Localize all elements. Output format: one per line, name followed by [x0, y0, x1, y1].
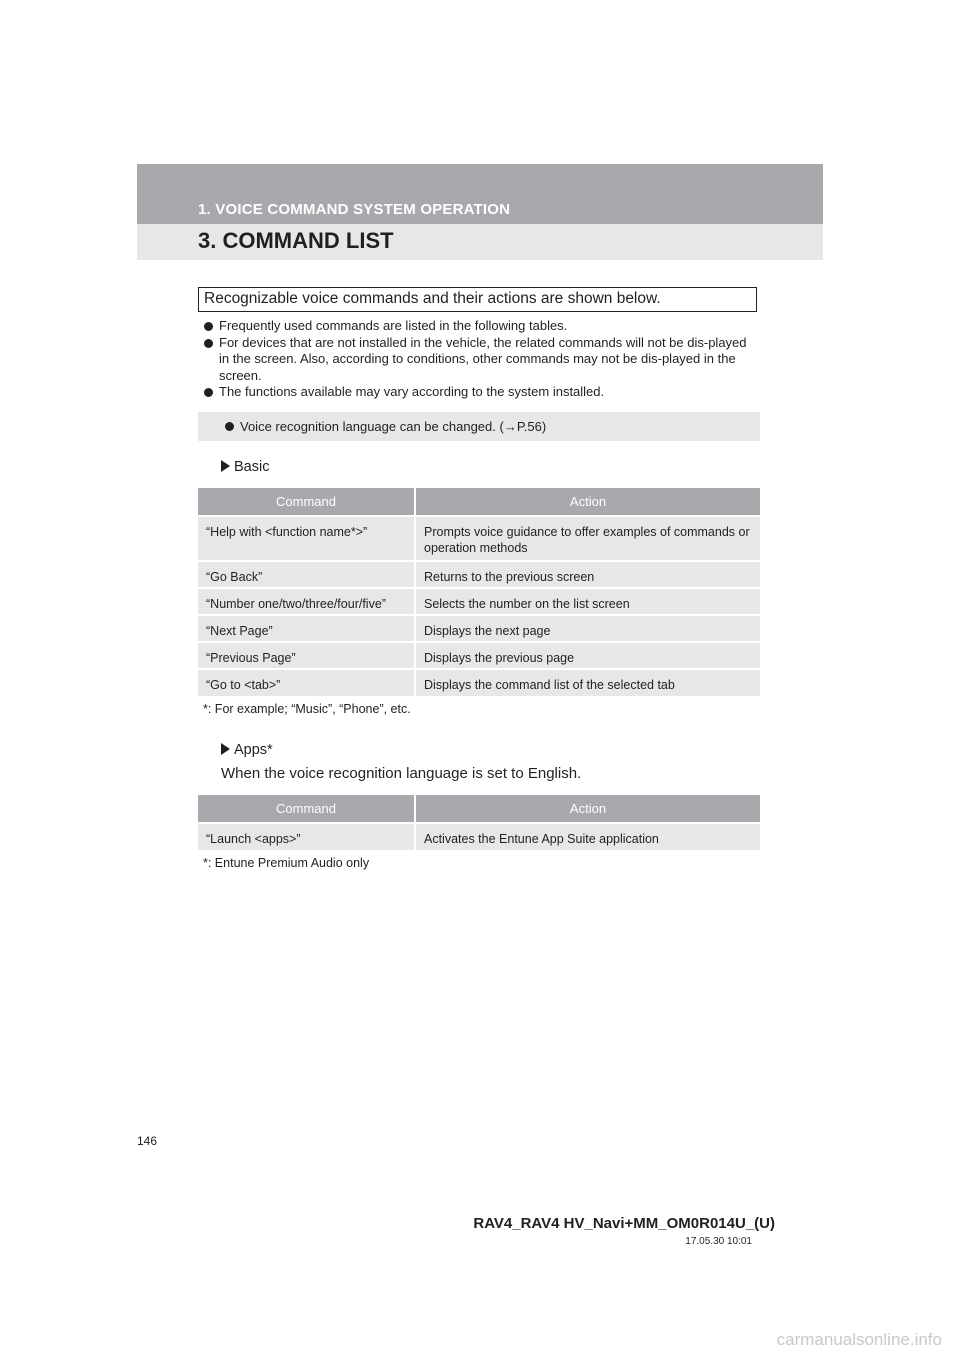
action-cell: Prompts voice guidance to offer examples of commands or operation methods	[415, 516, 760, 561]
column-header-action: Action	[415, 795, 760, 823]
table-row	[198, 669, 760, 696]
triangle-right-icon	[221, 460, 230, 472]
bullet-text: Frequently used commands are listed in the following tables.	[219, 318, 568, 333]
table-row	[198, 516, 760, 561]
action-cell: Displays the next page	[415, 615, 760, 642]
table-row	[198, 615, 760, 642]
bullet-text: The functions available may vary according to the system installed.	[219, 384, 605, 399]
note-text: Voice recognition language can be changed. (→P.56)	[240, 419, 547, 434]
column-header-command: Command	[198, 795, 415, 823]
document-code: RAV4_RAV4 HV_Navi+MM_OM0R014U_(U)	[473, 1215, 775, 1232]
basic-command-table	[198, 488, 760, 696]
table-row	[198, 561, 760, 588]
footnote: *: For example; “Music”, “Phone”, etc.	[203, 702, 411, 716]
bullet-dot-icon	[225, 422, 234, 431]
table-row	[198, 642, 760, 669]
basic-heading: Basic	[221, 459, 269, 475]
watermark: carmanualsonline.info	[776, 1330, 942, 1349]
bullet-dot-icon	[204, 322, 213, 331]
action-cell: Returns to the previous screen	[415, 561, 760, 588]
section-label: 1. VOICE COMMAND SYSTEM OPERATION	[198, 201, 511, 218]
bullet-item	[204, 318, 760, 335]
bullet-dot-icon	[204, 388, 213, 397]
apps-command-table	[198, 795, 760, 850]
page-title: 3. COMMAND LIST	[198, 228, 394, 253]
action-cell: Displays the previous page	[415, 642, 760, 669]
command-cell: “Previous Page”	[198, 642, 415, 669]
action-cell: Selects the number on the list screen	[415, 588, 760, 615]
bullet-dot-icon	[204, 339, 213, 348]
document-timestamp: 17.05.30 10:01	[685, 1236, 752, 1247]
command-cell: “Number one/two/three/four/five”	[198, 588, 415, 615]
command-cell: “Go Back”	[198, 561, 415, 588]
command-cell: “Next Page”	[198, 615, 415, 642]
command-cell: “Help with <function name*>”	[198, 516, 415, 561]
arrow-right-icon: →	[503, 419, 517, 434]
intro-text: Recognizable voice commands and their actions are shown below.	[204, 290, 661, 307]
column-header-command: Command	[198, 488, 415, 516]
intro-box	[198, 287, 757, 312]
bullet-item	[204, 335, 760, 385]
column-header-action: Action	[415, 488, 760, 516]
bullet-item	[204, 384, 760, 401]
page-number: 146	[137, 1134, 158, 1148]
bullet-list	[204, 318, 760, 401]
note-box	[198, 412, 760, 441]
command-cell: “Launch <apps>”	[198, 823, 415, 850]
table-row	[198, 823, 760, 850]
triangle-right-icon	[221, 743, 230, 755]
page-reference-link[interactable]: P.56)	[516, 419, 547, 434]
apps-subtext: When the voice recognition language is set to English.	[221, 765, 582, 782]
footnote: *: Entune Premium Audio only	[203, 856, 370, 870]
apps-heading: Apps*	[221, 742, 273, 758]
bullet-text: For devices that are not installed in the vehicle, the related commands will not be dis-played in the screen. Also, according to conditions, other commands may not be dis-played in the screen.	[219, 334, 747, 383]
action-cell: Activates the Entune App Suite application	[415, 823, 760, 850]
action-cell: Displays the command list of the selected tab	[415, 669, 760, 696]
table-row	[198, 588, 760, 615]
command-cell: “Go to <tab>”	[198, 669, 415, 696]
